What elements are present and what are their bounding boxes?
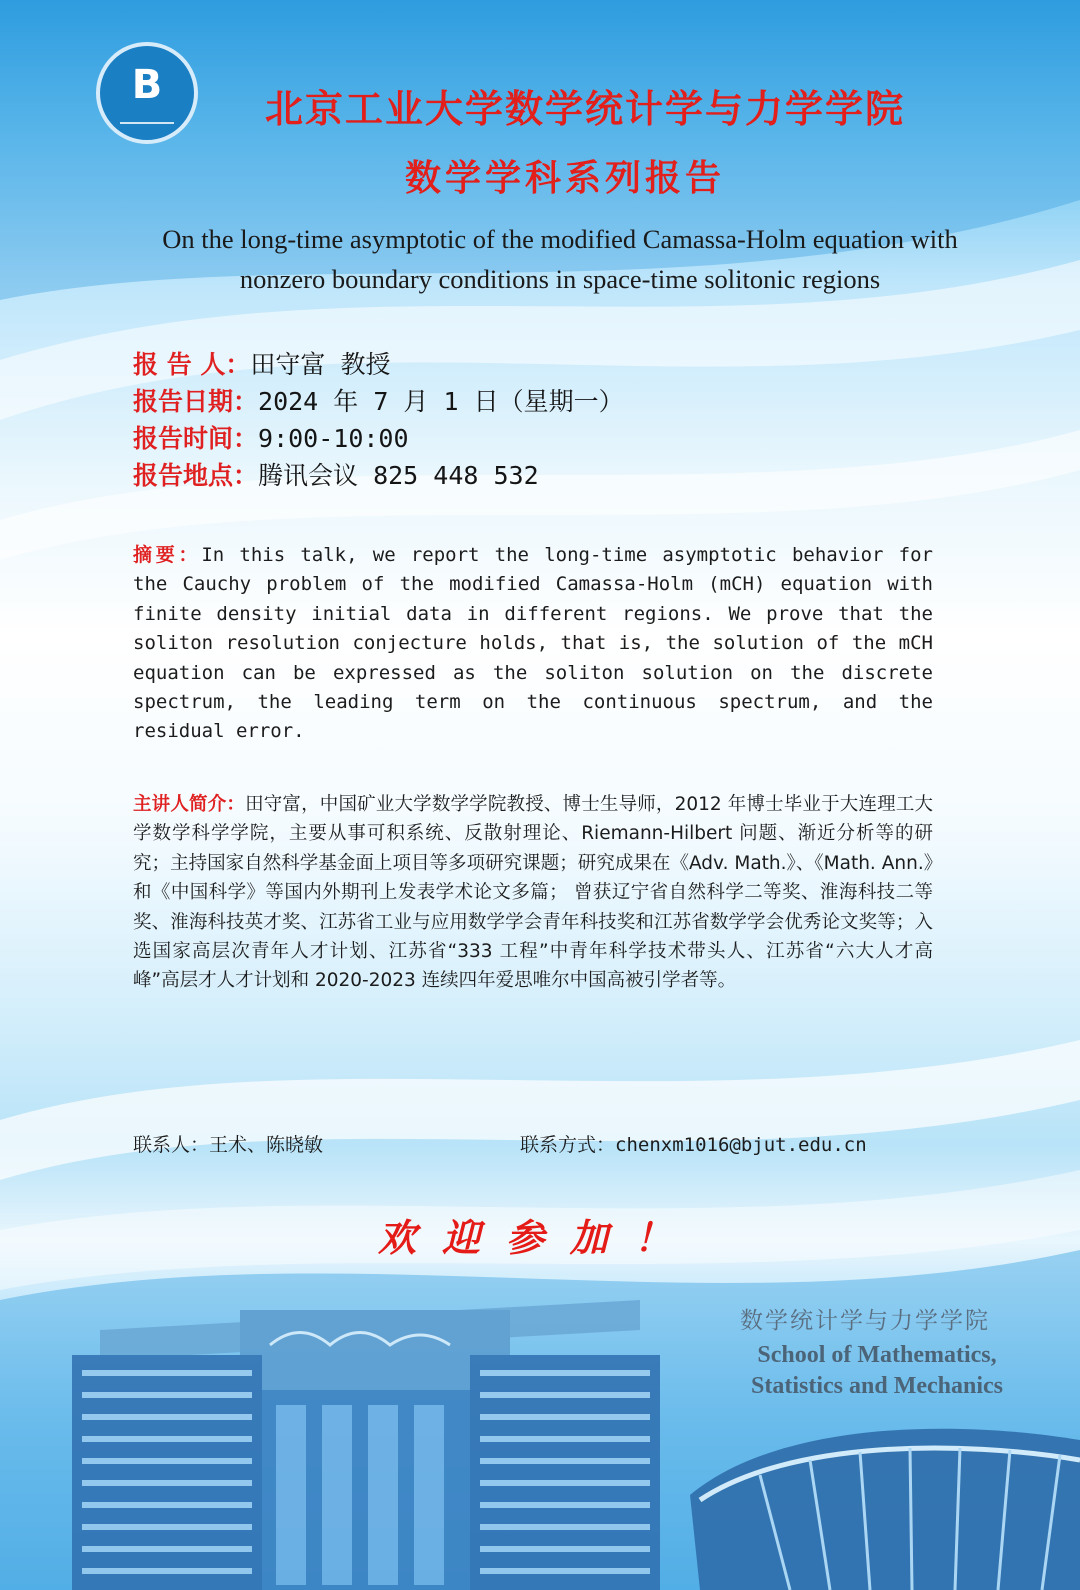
date-label: 报告日期： — [133, 387, 259, 416]
time-value: 9:00-10:00 — [258, 424, 409, 453]
speaker-bio-paragraph — [133, 790, 933, 996]
location-value: 腾讯会议 825 448 532 — [258, 461, 539, 490]
contact-method — [520, 1130, 867, 1157]
abstract-text: In this talk, we report the long-time asymptotic behavior for the Cauchy problem of the modified Camassa-Holm (mCH) equation with finite density initial data in different regions. We prove that the soliton resolution conjecture holds, that is, the solution of the mCH equation can be expressed as the soliton solution on the discrete spectrum, the leading term on the continuous spectrum, and the residual error. — [133, 544, 933, 743]
contact-person-names: 王术、陈晓敏 — [209, 1134, 324, 1156]
speaker-row — [133, 346, 624, 383]
welcome-message: 欢迎参加！ — [378, 1215, 699, 1260]
bio-label: 主讲人简介： — [133, 794, 246, 815]
date-row — [133, 383, 624, 420]
abstract-paragraph — [133, 541, 933, 747]
logo-letter: B — [131, 62, 163, 108]
series-title: 数学学科系列报告 — [404, 157, 725, 199]
speaker-label: 报 告 人： — [133, 350, 251, 379]
footer-school-cn: 数学统计学与力学学院 — [740, 1308, 990, 1334]
date-value: 2024 年 7 月 1 日（星期一） — [258, 387, 624, 416]
talk-info — [133, 346, 624, 494]
contact-person-label: 联系人： — [133, 1134, 210, 1156]
talk-title: On the long-time asymptotic of the modified Camassa-Holm equation with nonzero boundary conditions in space-time solitonic regions — [162, 224, 958, 294]
contact-person — [133, 1130, 323, 1157]
footer-en-line1: School of Mathematics, — [757, 1342, 997, 1368]
footer-en-line2: Statistics and Mechanics — [751, 1373, 1003, 1399]
location-row — [133, 457, 624, 494]
contact-method-label: 联系方式： — [520, 1134, 616, 1156]
contact-email[interactable]: chenxm1016@bjut.edu.cn — [615, 1134, 867, 1156]
time-row — [133, 420, 624, 457]
time-label: 报告时间： — [133, 424, 259, 453]
bio-text: 田守富，中国矿业大学数学学院教授、博士生导师，2012 年博士毕业于大连理工大学数学科学学院，主要从事可积系统、反散射理论、Riemann-Hilbert 问题、渐近分析等的研究；主持国家自然科学基金面上项目等多项研究课题；研究成果在《Adv. Math.》、《Math. Ann.》和《中国科学》等国内外期刊上发表学术论文多篇； 曾获辽宁省自然科学二等奖、淮海科技二等奖、淮海科技英才奖、江苏省工业与应用数学学会青年科技奖和江苏省数学学会优秀论文奖等；入选国家高层次青年人才计划、江苏省“333 工程”中青年科学技术带头人、江苏省“六大人才高峰”高层才人才计划和 2020-2023 连续四年爱思唯尔中国高被引学者等。 — [133, 794, 933, 992]
speaker-value: 田守富 教授 — [250, 350, 391, 379]
footer-school-en — [732, 1340, 1022, 1402]
abstract-label: 摘要： — [133, 544, 202, 566]
location-label: 报告地点： — [133, 461, 259, 490]
school-title: 北京工业大学数学统计学与力学学院 — [264, 86, 905, 131]
